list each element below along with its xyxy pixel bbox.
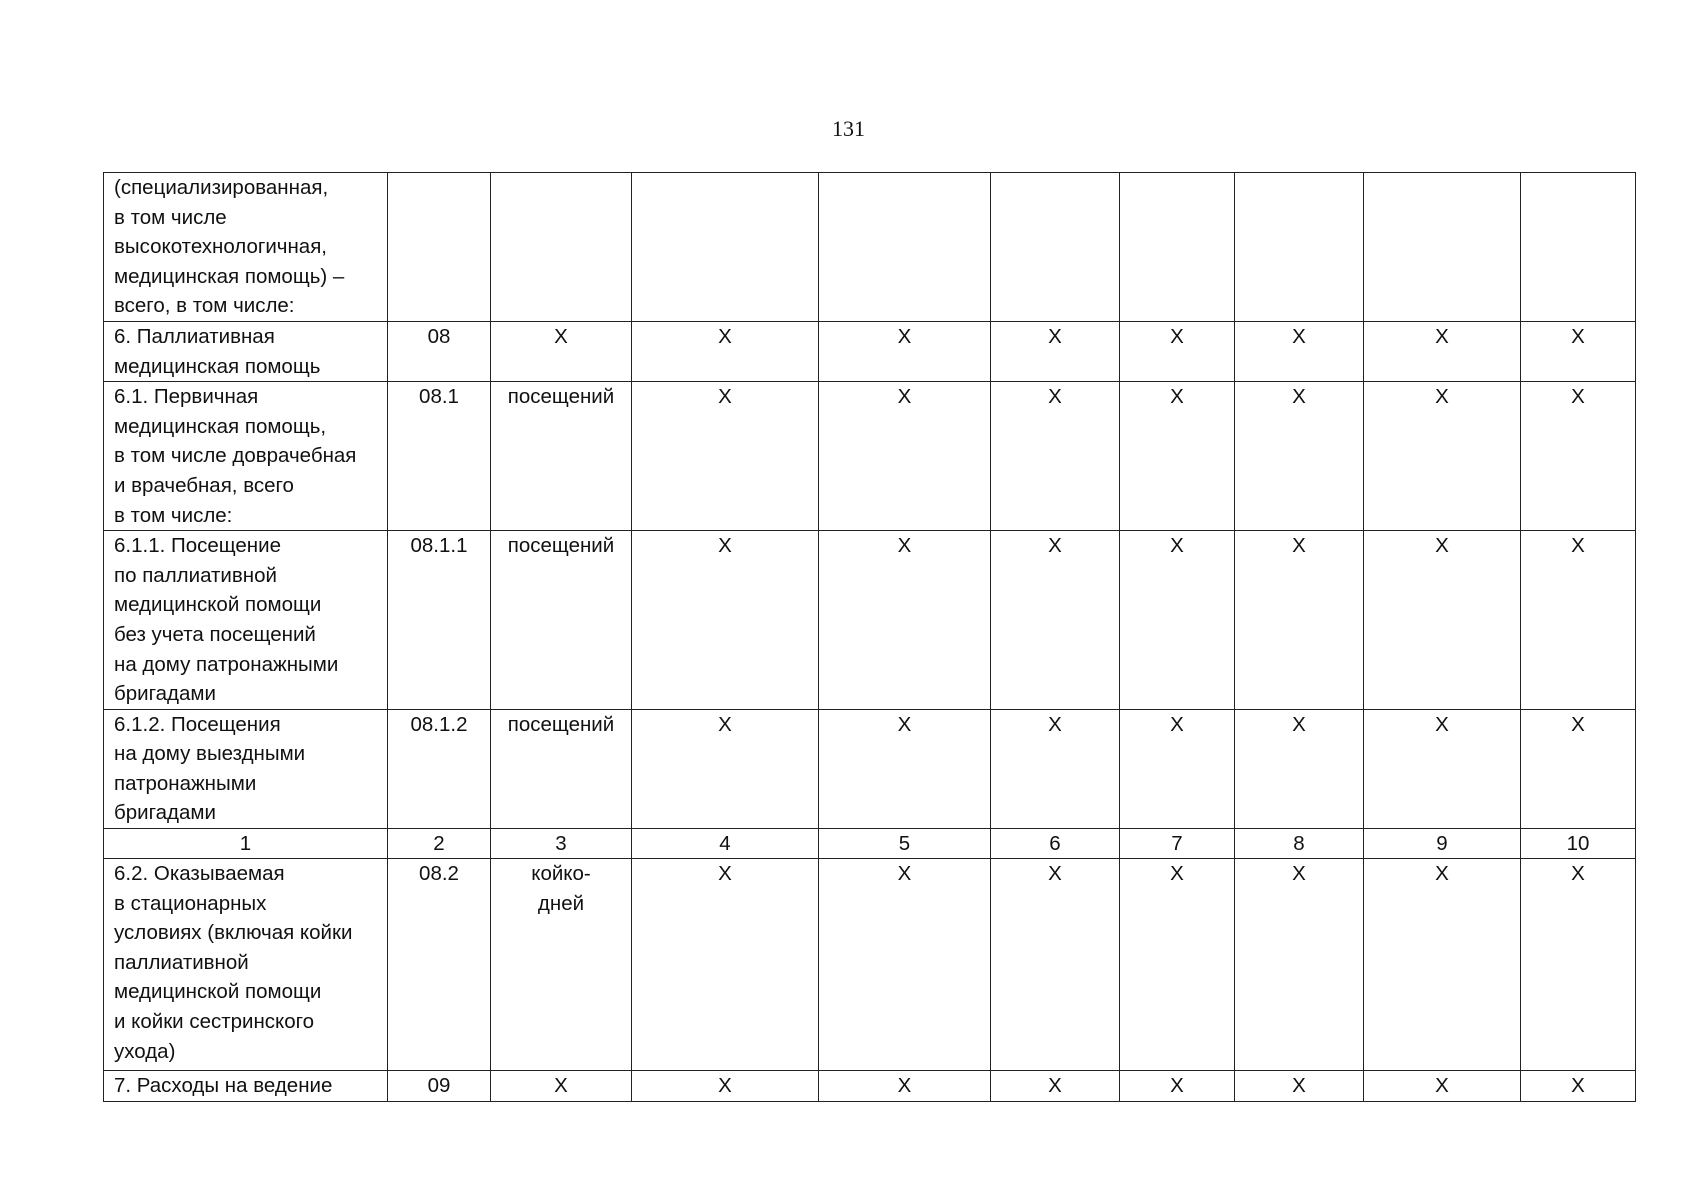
- column-number-cell: 8: [1235, 829, 1364, 859]
- row-value-cell: Х: [819, 1071, 991, 1102]
- column-number-cell: 10: [1521, 829, 1636, 859]
- row-value-cell: Х: [632, 321, 819, 381]
- row-value-cell: Х: [1521, 859, 1636, 1071]
- row-value-cell: Х: [1364, 859, 1521, 1071]
- row-value-cell: Х: [991, 859, 1120, 1071]
- table-body: [104, 173, 1636, 1102]
- row-name-cell: (специализированная, в том числе высокотехнологичная, медицинская помощь) – всего, в том числе:: [104, 173, 388, 322]
- row-code-cell: 09: [388, 1071, 491, 1102]
- row-value-cell: Х: [1120, 531, 1235, 710]
- row-code-cell: 08: [388, 321, 491, 381]
- row-value-cell: Х: [1364, 1071, 1521, 1102]
- row-value-cell: Х: [991, 382, 1120, 531]
- table-row: [104, 859, 1636, 1071]
- row-name-cell: 6. Паллиативная медицинская помощь: [104, 321, 388, 381]
- row-unit-cell: посещений: [491, 531, 632, 710]
- column-number-row: [104, 829, 1636, 859]
- row-value-cell: Х: [1235, 1071, 1364, 1102]
- row-value-cell: Х: [1120, 709, 1235, 828]
- column-number-cell: 5: [819, 829, 991, 859]
- column-number-cell: 2: [388, 829, 491, 859]
- row-code-cell: 08.1: [388, 382, 491, 531]
- row-value-cell: Х: [632, 382, 819, 531]
- page-number: 131: [832, 116, 865, 141]
- column-number-cell: 1: [104, 829, 388, 859]
- table-row: [104, 531, 1636, 710]
- row-code-cell: 08.1.1: [388, 531, 491, 710]
- row-value-cell: Х: [819, 382, 991, 531]
- row-value-cell: Х: [1521, 382, 1636, 531]
- table-row: [104, 1071, 1636, 1102]
- row-value-cell: [1521, 173, 1636, 322]
- row-value-cell: Х: [991, 1071, 1120, 1102]
- column-number-cell: 4: [632, 829, 819, 859]
- row-value-cell: Х: [632, 859, 819, 1071]
- table-row: [104, 173, 1636, 322]
- row-value-cell: Х: [1235, 321, 1364, 381]
- row-unit-cell: койко- дней: [491, 859, 632, 1071]
- row-value-cell: Х: [991, 531, 1120, 710]
- row-code-cell: [388, 173, 491, 322]
- table-row: [104, 382, 1636, 531]
- row-value-cell: Х: [1364, 709, 1521, 828]
- column-number-cell: 9: [1364, 829, 1521, 859]
- row-value-cell: Х: [1521, 709, 1636, 828]
- row-value-cell: Х: [1521, 321, 1636, 381]
- row-value-cell: Х: [1364, 321, 1521, 381]
- row-value-cell: Х: [1364, 382, 1521, 531]
- row-value-cell: Х: [819, 531, 991, 710]
- column-number-cell: 3: [491, 829, 632, 859]
- row-value-cell: Х: [1120, 382, 1235, 531]
- row-value-cell: Х: [1120, 321, 1235, 381]
- report-table: [103, 172, 1636, 1102]
- row-value-cell: [1235, 173, 1364, 322]
- row-value-cell: Х: [1364, 531, 1521, 710]
- row-value-cell: Х: [1521, 531, 1636, 710]
- row-value-cell: Х: [991, 321, 1120, 381]
- row-name-cell: 6.2. Оказываемая в стационарных условиях (включая койки паллиативной медицинской помощи и койки сестринского ухода): [104, 859, 388, 1071]
- table-row: [104, 709, 1636, 828]
- row-value-cell: Х: [819, 859, 991, 1071]
- row-value-cell: Х: [819, 709, 991, 828]
- row-value-cell: Х: [1235, 531, 1364, 710]
- row-value-cell: [819, 173, 991, 322]
- row-value-cell: Х: [632, 531, 819, 710]
- row-name-cell: 6.1.1. Посещение по паллиативной медицинской помощи без учета посещений на дому патронажными бригадами: [104, 531, 388, 710]
- table-row: [104, 321, 1636, 381]
- row-value-cell: Х: [632, 1071, 819, 1102]
- row-value-cell: Х: [819, 321, 991, 381]
- row-code-cell: 08.2: [388, 859, 491, 1071]
- row-value-cell: Х: [1235, 382, 1364, 531]
- row-unit-cell: посещений: [491, 382, 632, 531]
- row-unit-cell: посещений: [491, 709, 632, 828]
- row-value-cell: [991, 173, 1120, 322]
- column-number-cell: 6: [991, 829, 1120, 859]
- row-value-cell: Х: [632, 709, 819, 828]
- row-unit-cell: Х: [491, 1071, 632, 1102]
- row-unit-cell: [491, 173, 632, 322]
- column-number-cell: 7: [1120, 829, 1235, 859]
- row-name-cell: 6.1. Первичная медицинская помощь, в том числе доврачебная и врачебная, всего в том числе:: [104, 382, 388, 531]
- row-value-cell: Х: [1521, 1071, 1636, 1102]
- row-value-cell: Х: [1235, 859, 1364, 1071]
- row-unit-cell: Х: [491, 321, 632, 381]
- row-value-cell: [1364, 173, 1521, 322]
- row-value-cell: Х: [1120, 1071, 1235, 1102]
- row-code-cell: 08.1.2: [388, 709, 491, 828]
- row-value-cell: [632, 173, 819, 322]
- row-value-cell: Х: [1120, 859, 1235, 1071]
- row-name-cell: 6.1.2. Посещения на дому выездными патронажными бригадами: [104, 709, 388, 828]
- row-value-cell: Х: [1235, 709, 1364, 828]
- row-value-cell: [1120, 173, 1235, 322]
- row-value-cell: Х: [991, 709, 1120, 828]
- row-name-cell: 7. Расходы на ведение: [104, 1071, 388, 1102]
